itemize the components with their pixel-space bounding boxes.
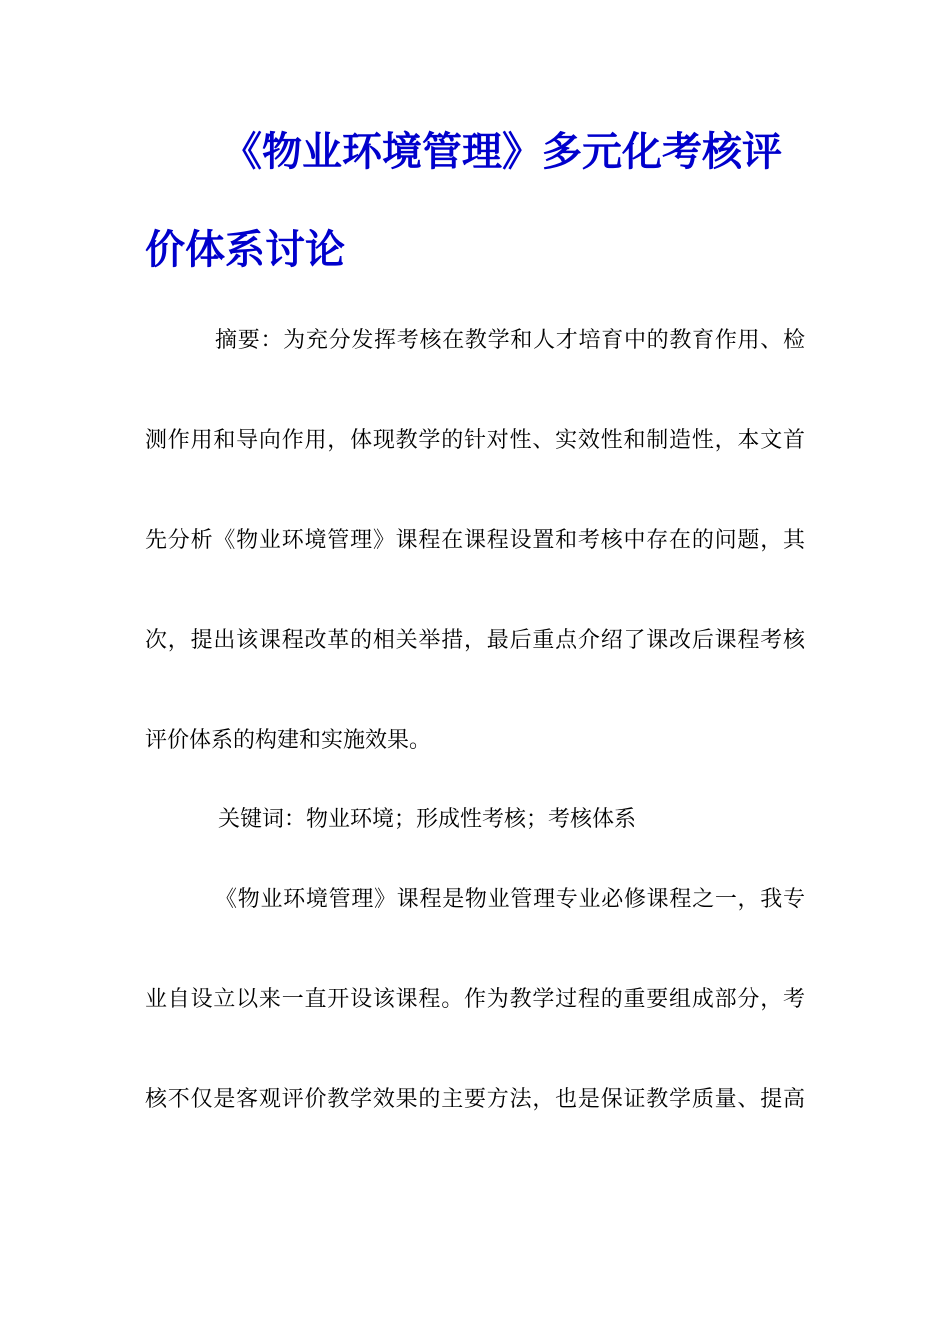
document-title-line-2: 价体系讨论 [145, 227, 345, 273]
abstract-line-5: 评价体系的构建和实施效果。 [145, 728, 432, 753]
abstract-line-4: 次，提出该课程改革的相关举措，最后重点介绍了课改后课程考核 [145, 628, 805, 653]
document-title-line-1: 《物业环境管理》多元化考核评 [222, 129, 782, 175]
body-line-3: 核不仅是客观评价教学效果的主要方法，也是保证教学质量、提高 [145, 1087, 805, 1112]
abstract-line-1: 摘要：为充分发挥考核在教学和人才培育中的教育作用、检 [215, 328, 805, 353]
abstract-line-2: 测作用和导向作用，体现教学的针对性、实效性和制造性，本文首 [145, 428, 805, 453]
body-line-2: 业自设立以来一直开设该课程。作为教学过程的重要组成部分，考 [145, 987, 805, 1012]
abstract-line-3: 先分析《物业环境管理》课程在课程设置和考核中存在的问题，其 [145, 528, 805, 553]
body-line-1: 《物业环境管理》课程是物业管理专业必修课程之一，我专 [215, 887, 805, 912]
keywords-line: 关键词：物业环境；形成性考核；考核体系 [218, 807, 637, 832]
